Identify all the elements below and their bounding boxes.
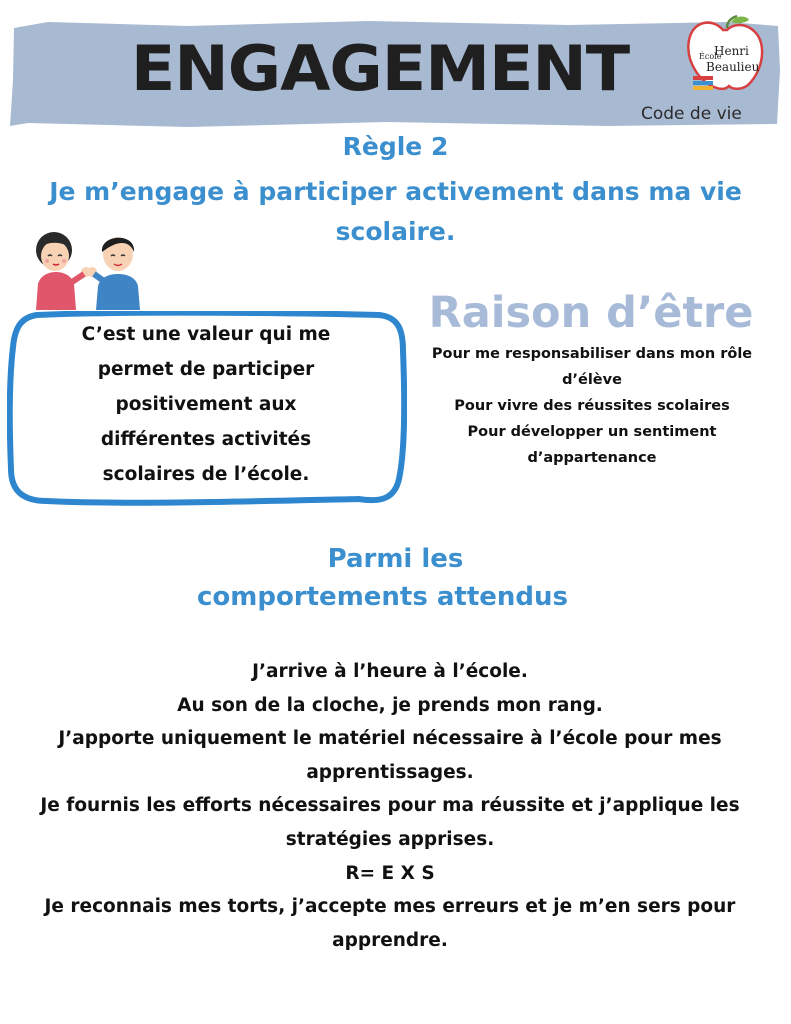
behavior-line: R= E X S (345, 862, 435, 884)
behavior-line: apprendre. (332, 929, 448, 951)
raison-line: Pour me responsabiliser dans mon rôle (431, 346, 753, 362)
page-title: ENGAGEMENT (130, 32, 630, 105)
logo-text-henri: Henri (714, 44, 749, 58)
behavior-line: stratégies apprises. (285, 828, 495, 850)
behaviors-list (0, 655, 780, 957)
rule-number: Règle 2 (342, 132, 449, 161)
raison-line: d’appartenance (527, 450, 657, 466)
rule-text: Je m’engage à participer activement dans ma vie scolaire. (49, 177, 742, 246)
valeur-line: positivement aux (115, 394, 297, 415)
raison-line: Pour vivre des réussites scolaires (454, 398, 730, 414)
valeur-line: permet de participer (97, 359, 315, 380)
valeur-line: différentes activités (100, 429, 312, 450)
behavior-line: J’arrive à l’heure à l’école. (252, 661, 528, 682)
behavior-line: J’apporte uniquement le matériel nécessaire à l’école pour mes (58, 728, 722, 750)
behavior-line: Je reconnais mes torts, j’accepte mes erreurs et je m’en sers pour (44, 896, 736, 918)
raison-list (412, 341, 772, 471)
raison-line: d’élève (562, 372, 622, 388)
valeur-text (46, 317, 366, 492)
valeur-line: scolaires de l’école. (102, 464, 310, 485)
valeur-line: C’est une valeur qui me (81, 324, 331, 345)
raison-title: Raison d’être (428, 288, 754, 338)
logo-text-ecole: École (699, 52, 722, 61)
comportements-title-line2: comportements attendus (196, 582, 569, 612)
behavior-line: Je fournis les efforts nécessaires pour ma réussite et j’applique les (40, 795, 740, 817)
kids-illustration (28, 222, 146, 310)
comportements-title-line1: Parmi les (327, 544, 464, 574)
header-subtitle: Code de vie (641, 104, 742, 124)
behavior-line: apprentissages. (306, 761, 474, 783)
logo-text-beaulieu: Beaulieu (706, 60, 760, 74)
behavior-line: Au son de la cloche, je prends mon rang. (177, 694, 603, 716)
raison-line: Pour développer un sentiment (467, 424, 717, 440)
